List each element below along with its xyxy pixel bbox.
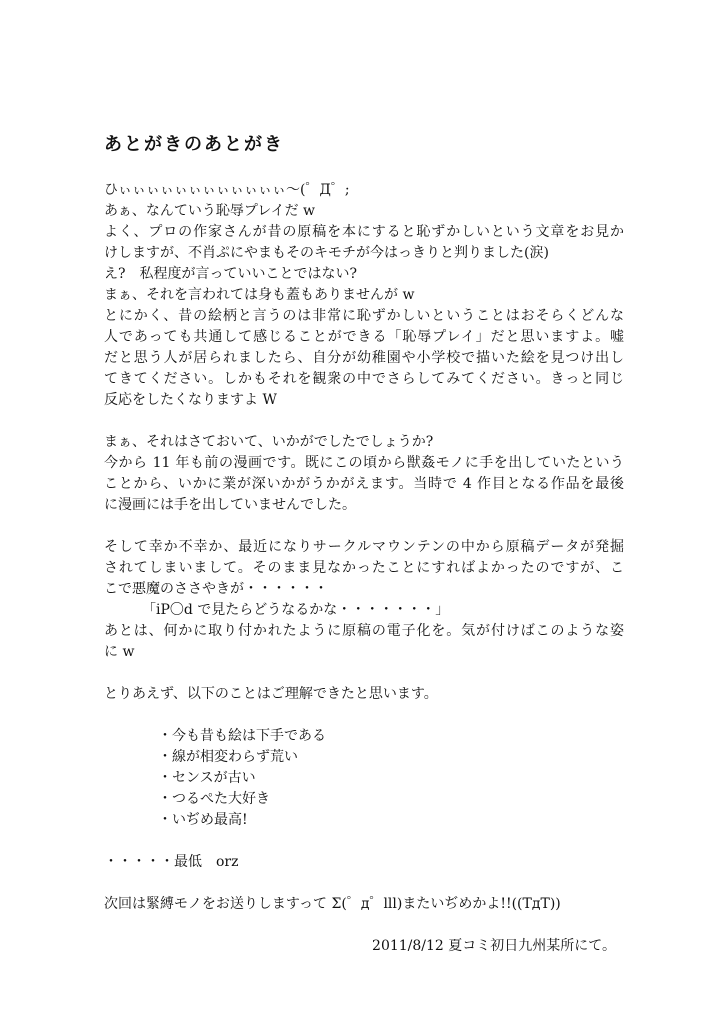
text-line: とりあえず、以下のことはご理解できたと思います。: [104, 686, 438, 702]
text-line: あとは、何かに取り付かれたように原稿の電子化を。気が付けばこのような姿: [104, 623, 624, 639]
text-line: 反応をしたくなりますよ W: [104, 392, 277, 408]
afterword-body: [104, 180, 624, 957]
text-line: に漫画には手を出していませんでした。: [104, 497, 356, 513]
list-item: ・線が相変わらず荒い: [158, 749, 298, 765]
quote-line: 「iP〇d で見たらどうなるかな・・・・・・・」: [142, 602, 450, 618]
list-item: ・センスが古い: [158, 770, 256, 786]
page-title: あとがきのあとがき: [104, 134, 284, 155]
text-line: よく、プロの作家さんが昔の原稿を本にすると恥ずかしいという文章をお見か: [104, 224, 624, 240]
text-line: ・・・・・最低 orz: [104, 854, 239, 870]
list-item: ・いぢめ最高!: [158, 812, 248, 828]
paragraph-gap: [104, 516, 624, 537]
text-line: されてしまいまして。そのまま見なかったことにすればよかったのですが、こ: [104, 560, 624, 576]
text-line: まぁ、それを言われては身も蓋もありませんが w: [104, 287, 415, 303]
text-line: まぁ、それはさておいて、いかがでしたでしょうか?: [104, 434, 434, 450]
text-line: こで悪魔のささやきが・・・・・・: [104, 581, 328, 597]
text-line: ことから、いかに業が深いかがうかがえます。当時で 4 作目となる作品を最後: [104, 476, 624, 492]
paragraph-gap: [104, 831, 624, 852]
paragraph-gap: [104, 411, 624, 432]
list-item: ・今も昔も絵は下手である: [158, 728, 326, 744]
text-line: てきてください。しかもそれを観衆の中でさらしてみてください。きっと同じ: [104, 371, 624, 387]
text-line: ひぃぃぃぃぃぃぃぃぃぃぃぃ〜(゜Д゜;: [104, 182, 350, 198]
paragraph-gap: [104, 873, 624, 894]
text-line: 人であっても共通して感じることができる「恥辱プレイ」だと思いますよ。嘘: [104, 329, 624, 345]
text-line: あぁ、なんていう恥辱プレイだ w: [104, 203, 316, 219]
date-signature: 2011/8/12 夏コミ初日九州某所にて。: [372, 938, 616, 954]
paragraph-gap: [104, 663, 624, 684]
paragraph-gap: [104, 705, 624, 726]
text-line: けしますが、不肖ぷにやまもそのキモチが今はっきりと判りました(涙): [104, 245, 549, 261]
list-item: ・つるぺた大好き: [158, 791, 270, 807]
text-line: とにかく、昔の絵柄と言うのは非常に恥ずかしいということはおそらくどんな: [104, 308, 624, 324]
paragraph-gap: [104, 915, 624, 936]
text-line: そして幸か不幸か、最近になりサークルマウンテンの中から原稿データが発掘: [104, 539, 624, 555]
text-line: に w: [104, 644, 135, 660]
text-line: 次回は緊縛モノをお送りしますって Σ(゜д゜lll)またいぢめかよ!!((TдT)): [104, 896, 561, 912]
text-line: 今から 11 年も前の漫画です。既にこの頃から獣姦モノに手を出していたという: [104, 455, 624, 471]
text-line: え? 私程度が言っていいことではない?: [104, 266, 358, 282]
text-line: だと思う人が居られましたら、自分が幼稚園や小学校で描いた絵を見つけ出し: [104, 350, 624, 366]
